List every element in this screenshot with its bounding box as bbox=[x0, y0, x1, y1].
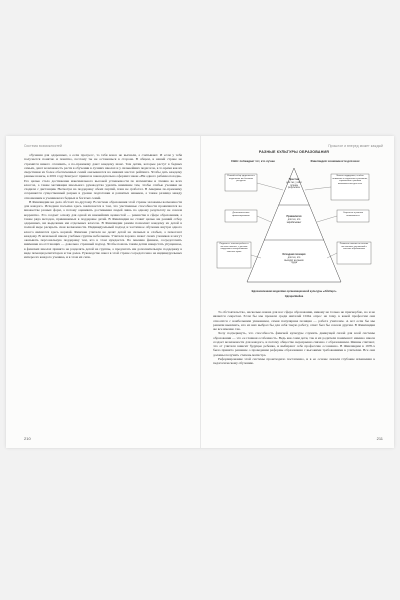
right-running-head: Прошлое и вперед может каждый bbox=[328, 144, 383, 148]
pyramid-bottom-tier bbox=[267, 254, 321, 265]
left-page-number: 210 bbox=[24, 436, 31, 441]
top-tier-name: Престиж bbox=[288, 178, 300, 181]
pyramid-graphic bbox=[213, 150, 375, 308]
middle-tier-line: зарабатывает bbox=[286, 221, 302, 224]
bottom-tier-name: Исходная позиция bbox=[282, 253, 306, 256]
bottom-tier-line: выходит на рынок bbox=[284, 259, 304, 262]
right-page bbox=[201, 136, 395, 448]
figure-caption: Вдохновленная моделями организационной культуры «Айсберг» bbox=[251, 290, 337, 293]
right-body-text bbox=[213, 310, 375, 428]
left-body-text bbox=[24, 153, 182, 423]
left-paragraph-1: обучения для одаренных, а если прогресс, то тебя вовсе не выгнали, а считывают. И если у тебя получается понятно и понятно, поэтому ты не останешься в стороне. В общем, в нашей стране не стремятся никого отсеивать, а по-прежнему дают каждому шанс. Тем детям, которые растут в бедных семьях, дают возможность расти в обучении в лучших школах и у сильнейших педагогов, в то время как их сверстники из более обеспеченных семей оказываются на нижних местах рейтинга. Чтобы дать каждому равные шансы, в 2001 году Конгресс принял и законодательно оформил закон «Ни одного ребенка позади». Его целью стало достижение максимального высокой успеваемости по математике и чтению во всех классах, а также мотивация школьного руководства уделять внимание тем, чтобы слабые ученики не сходили с дистанции. Несмотря на поддержку обеих партий, план не сработал. В Америке по-прежнему сохраняется существенный разрыв в уровне подготовки и развитых навыков, а также разница между отношением к ученикам из бедных и богатых семей. bbox=[24, 153, 182, 200]
figure-caption-author: Эдгара Шейна bbox=[284, 295, 304, 298]
book-spread bbox=[6, 136, 394, 448]
top-tier-line: лучшие bbox=[289, 184, 299, 187]
top-tier-line: для тех, у кого bbox=[286, 181, 302, 184]
left-running-head: Система возможностей bbox=[24, 144, 62, 148]
left-box-bottom: Педагоги с опытом работы в частных школах, с детьми-лидерами и выпускниками элитных вузов bbox=[219, 243, 249, 254]
left-paragraph-2: В Финляндии же дела обстоят по-другому. В системе образования этой страны заложены возможности для каждого. Исходная посылка здесь заключается в том, что умственные способности проявляются во множестве разных форм, а потому оценивать достижения людей лишь по одному результату не совсем корректно. Это создает основу для одной из важнейших ценностей — равенства в сфере образования, а также ряда методов, применяемых в поддержке детей. В Финляндии не ставят целью ни ранний отбор одаренных, ни выделение им отдельных классов. В Финляндии режим позволяет каждому из детей в полной мере раскрыть свои возможности. Индивидуальный подход и частичное обучение внутри одного класса являются здесь нормой. Финские учителя не делят детей на сильных и слабых, а помогают каждому. В начальной школе учебные группы небольшие. Учителя хорошо знают своих учеников и могут оказывать персональную поддержку тем, кто в этом нуждается. По мнению финнов, сосредоточить внимание на отстающих — довольно странный подход. Чтобы помочь таким детям наверстать упущенное, в финских школах принято не разделять детей на группы, а предлагать им дополнительную поддержку в виде помощи репетиторов и так далее. Руководство школ в этой стране сосредоточено на индивидуальных интересах каждого ученика, и в этом их сила. bbox=[24, 199, 182, 259]
bottom-tier-line: для тех, кто bbox=[287, 256, 301, 259]
culture-pyramid-figure bbox=[213, 150, 375, 308]
middle-tier-line: для тех, кто bbox=[287, 218, 301, 221]
right-box-middle: Открытые и равные возможности bbox=[342, 212, 364, 217]
right-page-number: 211 bbox=[376, 436, 383, 441]
figure-title: РАЗНЫЕ КУЛЬТУРЫ ОБРАЗОВАНИЯ bbox=[258, 150, 330, 154]
right-paragraph-1: То обстоятельство, насколько важна для нас сфера образования, никому не только не прискорбно, но и не является секретом. Если бы мы провели среди жителей США опрос на тему, к какой профессии они относятся с наибольшим уважением, самая популярная позиция — работа учителем. А вот если бы мы решили выяснить, кто из них выбрал бы для себя такую работу, ответ был бы совсем другим. В Финляндии же все именно так. bbox=[213, 310, 375, 331]
bottom-tier-line: труда bbox=[291, 262, 297, 265]
pyramid-top-tier bbox=[279, 179, 309, 190]
right-paragraph-3: Реформирование этой системы происходило постепенно, и в ее основе лежали глубокие изменения к педагогическому обучению. bbox=[213, 356, 375, 365]
figure-right-heading: Финляндия: возможности для всех bbox=[310, 159, 360, 163]
top-tier-line: результаты bbox=[288, 187, 300, 190]
right-paragraph-2: Хочу подчеркнуть, что способность финской культуры служить движущей силой для всей системы образования — это ее главная особенность. Ведь как сами дети, так и их родители понимают: именно школа создает возможности для каждого, и потому общество неразрывно связано с образованием. Финны считают, что от учителя зависит будущее ребенка, и выбирают себе профессию осознанно. В Финляндии в 1970-х было принято решение о проведении реформы образования с высокими требованиями к учителям. Все они должны получить степень магистра. bbox=[213, 331, 375, 357]
right-box-top: Личная поддержка, особое внимание к педагогам и ученикам, стремление к равным возможностям для всех bbox=[332, 175, 368, 186]
right-box-bottom: Развитые навыки на основе постоянных улучшений в системе образования bbox=[339, 243, 369, 251]
left-box-middle: Дополнительное финансирование bbox=[232, 212, 250, 217]
pyramid-middle-tier bbox=[273, 216, 315, 224]
left-box-top: Ранний отбор одаренных и выделение им больших ресурсов bbox=[227, 175, 255, 183]
figure-left-heading: США: побеждает тот, кто лучше bbox=[231, 159, 275, 163]
left-page bbox=[6, 136, 200, 448]
middle-tier-name: Привилегия bbox=[286, 215, 302, 218]
